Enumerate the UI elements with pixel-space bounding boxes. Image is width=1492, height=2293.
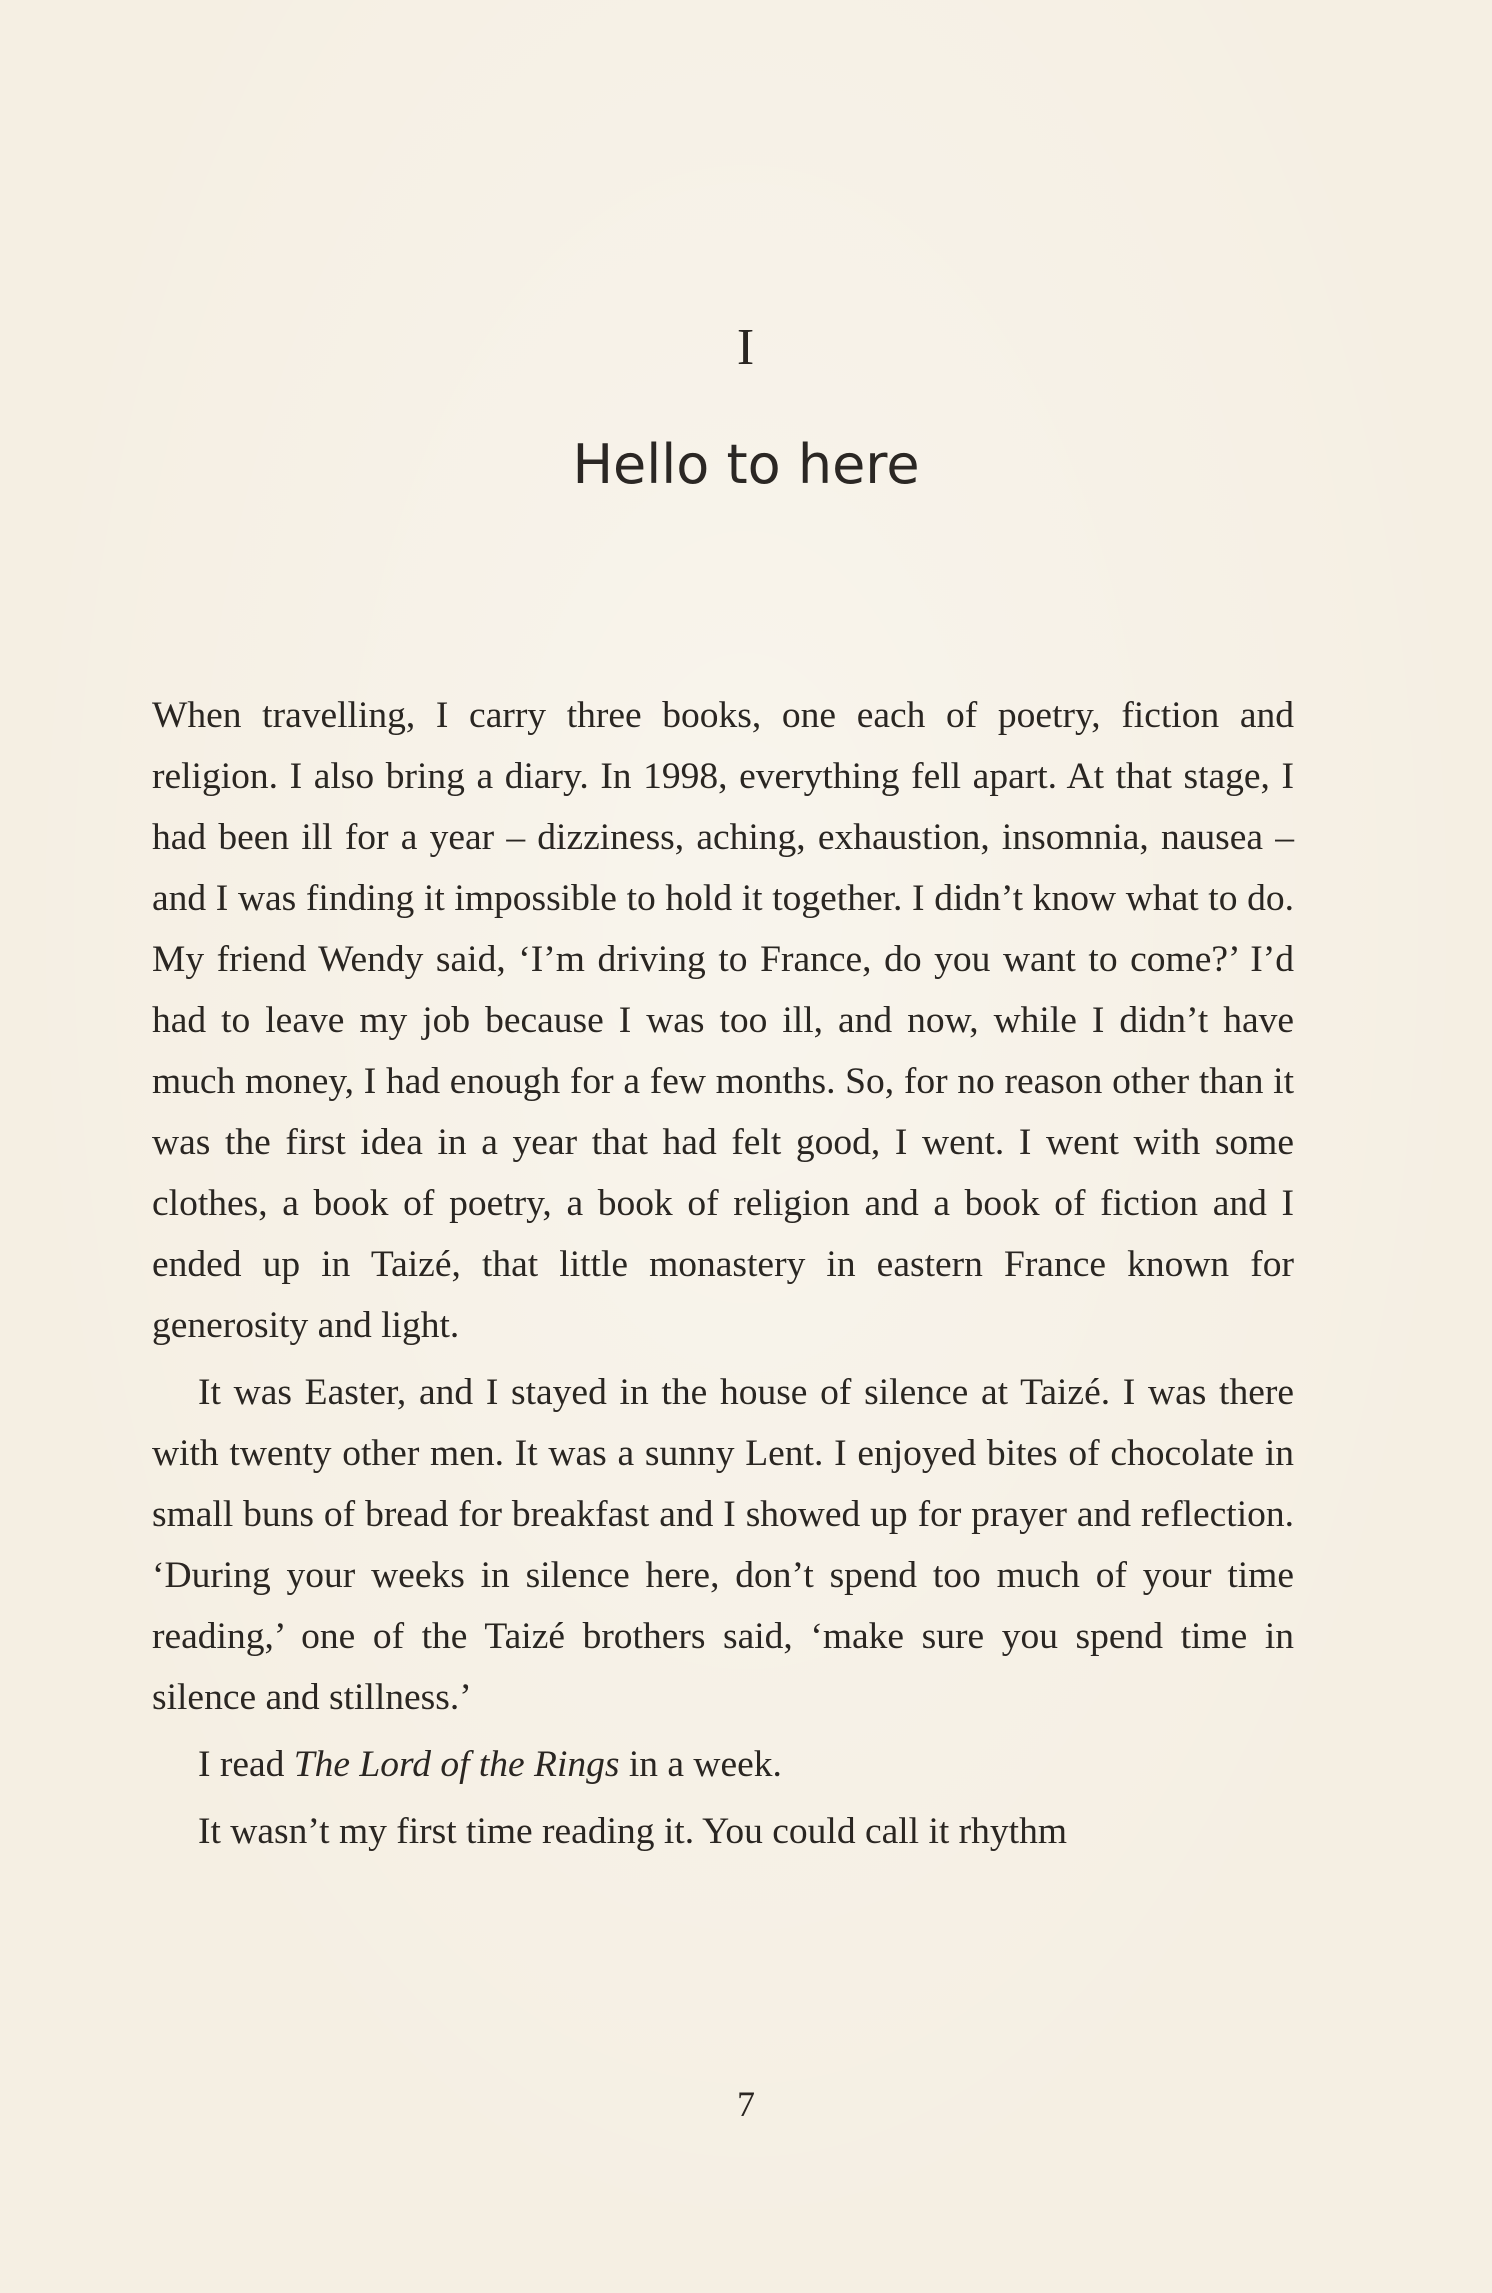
chapter-number: I (736, 319, 756, 376)
chapter-title: Hello to here (572, 433, 920, 496)
text-before-title: I read (198, 1744, 294, 1785)
paragraph-rhythm: It wasn’t my first time reading it. You could call it rhythm (198, 1811, 1068, 1852)
paragraph-easter: It was Easter, and I stayed in the house of silence at Taizé. I was there with twenty other men. It was a sunny Lent. I enjoyed bites of chocolate in small buns of bread for breakfast and I showed up for prayer and reflection. ‘During your weeks in silence here, don’t spend too much of your time reading,’ one of the Taizé brothers said, ‘make sure you spend time in silence and stillness.’ (152, 1372, 1294, 1718)
paragraph-opening: When travelling, I carry three books, one each of poetry, fiction and religion. I also bring a diary. In 1998, everything fell apart. At that stage, I had been ill for a year – dizziness, aching, exhaustion, insomnia, nausea – and I was finding it impossible to hold it together. I didn’t know what to do. My friend Wendy said, ‘I’m driving to France, do you want to come?’ I’d had to leave my job because I was too ill, and now, while I didn’t have much money, I had enough for a few months. So, for no reason other than it was the first idea in a year that had felt good, I went. I went with some clothes, a book of poetry, a book of religion and a book of fiction and I ended up in Taizé, that little monastery in eastern France known for generosity and light. (152, 695, 1294, 1346)
page-number: 7 (737, 2084, 755, 2124)
book-title: The Lord of the Rings (293, 1744, 620, 1785)
body-text (152, 685, 1294, 1862)
paragraph-lord-of-the-rings (152, 1734, 1294, 1795)
text-after-title: in a week. (619, 1744, 782, 1785)
